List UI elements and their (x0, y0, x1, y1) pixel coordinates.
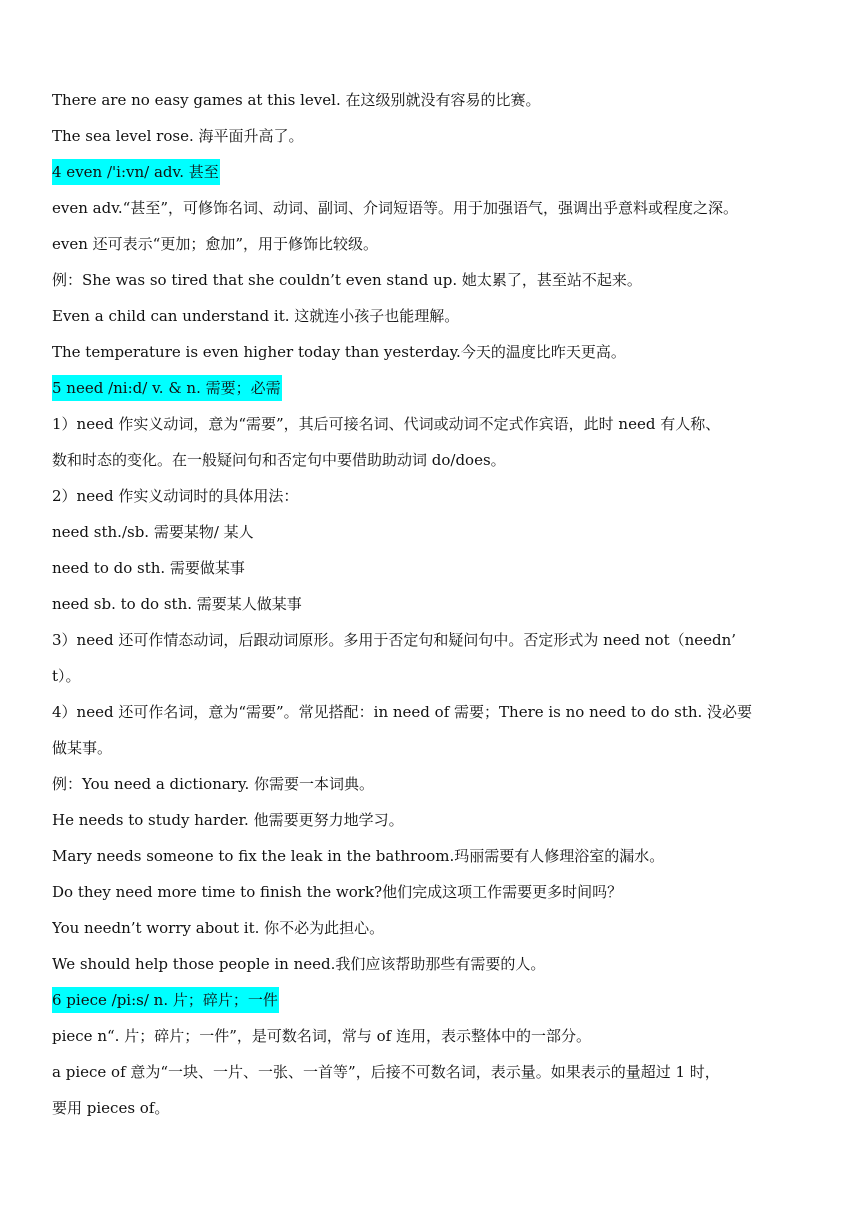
text-line (52, 226, 817, 262)
document-page (52, 82, 817, 1126)
line-text: a piece of 意为“一块、一片、一张、一首等”，后接不可数名词，表示量。如果表示的量超过 1 时， (52, 1063, 720, 1081)
highlighted-heading-text: 6 piece /pi:s/ n. 片；碎片；一件 (52, 987, 279, 1013)
text-line (52, 82, 817, 118)
text-line (52, 1090, 817, 1126)
text-line (52, 478, 817, 514)
text-line (52, 1018, 817, 1054)
line-text: 数和时态的变化。在一般疑问句和否定句中要借助助动词 do/does。 (52, 451, 506, 469)
text-line (52, 442, 817, 478)
example-line (52, 838, 817, 874)
section-heading-even (52, 154, 817, 190)
section-heading-piece (52, 982, 817, 1018)
usage-line (52, 514, 817, 550)
text-line (52, 406, 817, 442)
line-text: Even a child can understand it. 这就连小孩子也能理解。 (52, 307, 460, 325)
line-text: There are no easy games at this level. 在这级别就没有容易的比赛。 (52, 91, 541, 109)
section-heading-need (52, 370, 817, 406)
example-line (52, 766, 817, 802)
example-line (52, 298, 817, 334)
highlighted-heading-text: 4 even /'i:vn/ adv. 甚至 (52, 159, 220, 185)
text-line (52, 730, 817, 766)
usage-line (52, 586, 817, 622)
example-line (52, 802, 817, 838)
text-line (52, 694, 817, 730)
line-text: We should help those people in need.我们应该帮助那些有需要的人。 (52, 955, 546, 973)
line-text: 2）need 作实义动词时的具体用法： (52, 487, 299, 505)
line-text: 3）need 还可作情态动词，后跟动词原形。多用于否定句和疑问句中。否定形式为 need not（needn’ (52, 631, 737, 649)
line-text: 做某事。 (52, 739, 113, 757)
line-text: need sth./sb. 需要某物/ 某人 (52, 523, 254, 541)
text-line (52, 190, 817, 226)
line-text: 要用 pieces of。 (52, 1099, 170, 1117)
line-text: He needs to study harder. 他需要更努力地学习。 (52, 811, 404, 829)
example-line (52, 334, 817, 370)
line-text: Mary needs someone to fix the leak in the bathroom.玛丽需要有人修理浴室的漏水。 (52, 847, 665, 865)
line-text: Do they need more time to finish the work?他们完成这项工作需要更多时间吗？ (52, 883, 623, 901)
line-text: The sea level rose. 海平面升高了。 (52, 127, 304, 145)
line-text: You needn’t worry about it. 你不必为此担心。 (52, 919, 385, 937)
line-text: 4）need 还可作名词，意为“需要”。常见搭配：in need of 需要；There is no need to do sth. 没必要 (52, 703, 753, 721)
line-text: The temperature is even higher today than yesterday.今天的温度比昨天更高。 (52, 343, 626, 361)
line-text: need to do sth. 需要做某事 (52, 559, 245, 577)
line-text: even adv.“甚至”，可修饰名词、动词、副词、介词短语等。用于加强语气，强调出乎意料或程度之深。 (52, 199, 739, 217)
example-line (52, 910, 817, 946)
line-text: need sb. to do sth. 需要某人做某事 (52, 595, 302, 613)
line-text: 例：She was so tired that she couldn’t even stand up. 她太累了，甚至站不起来。 (52, 271, 642, 289)
line-text: even 还可表示“更加；愈加”，用于修饰比较级。 (52, 235, 378, 253)
example-line (52, 262, 817, 298)
text-line (52, 1054, 817, 1090)
example-line (52, 874, 817, 910)
line-text: 1）need 作实义动词，意为“需要”，其后可接名词、代词或动词不定式作宾语，此时 need 有人称、 (52, 415, 721, 433)
line-text: piece n“. 片；碎片；一件”，是可数名词，常与 of 连用，表示整体中的一部分。 (52, 1027, 591, 1045)
example-line (52, 946, 817, 982)
text-line (52, 118, 817, 154)
usage-line (52, 550, 817, 586)
text-line (52, 658, 817, 694)
text-line (52, 622, 817, 658)
line-text: t）。 (52, 667, 81, 685)
line-text: 例：You need a dictionary. 你需要一本词典。 (52, 775, 375, 793)
highlighted-heading-text: 5 need /ni:d/ v. & n. 需要；必需 (52, 375, 282, 401)
